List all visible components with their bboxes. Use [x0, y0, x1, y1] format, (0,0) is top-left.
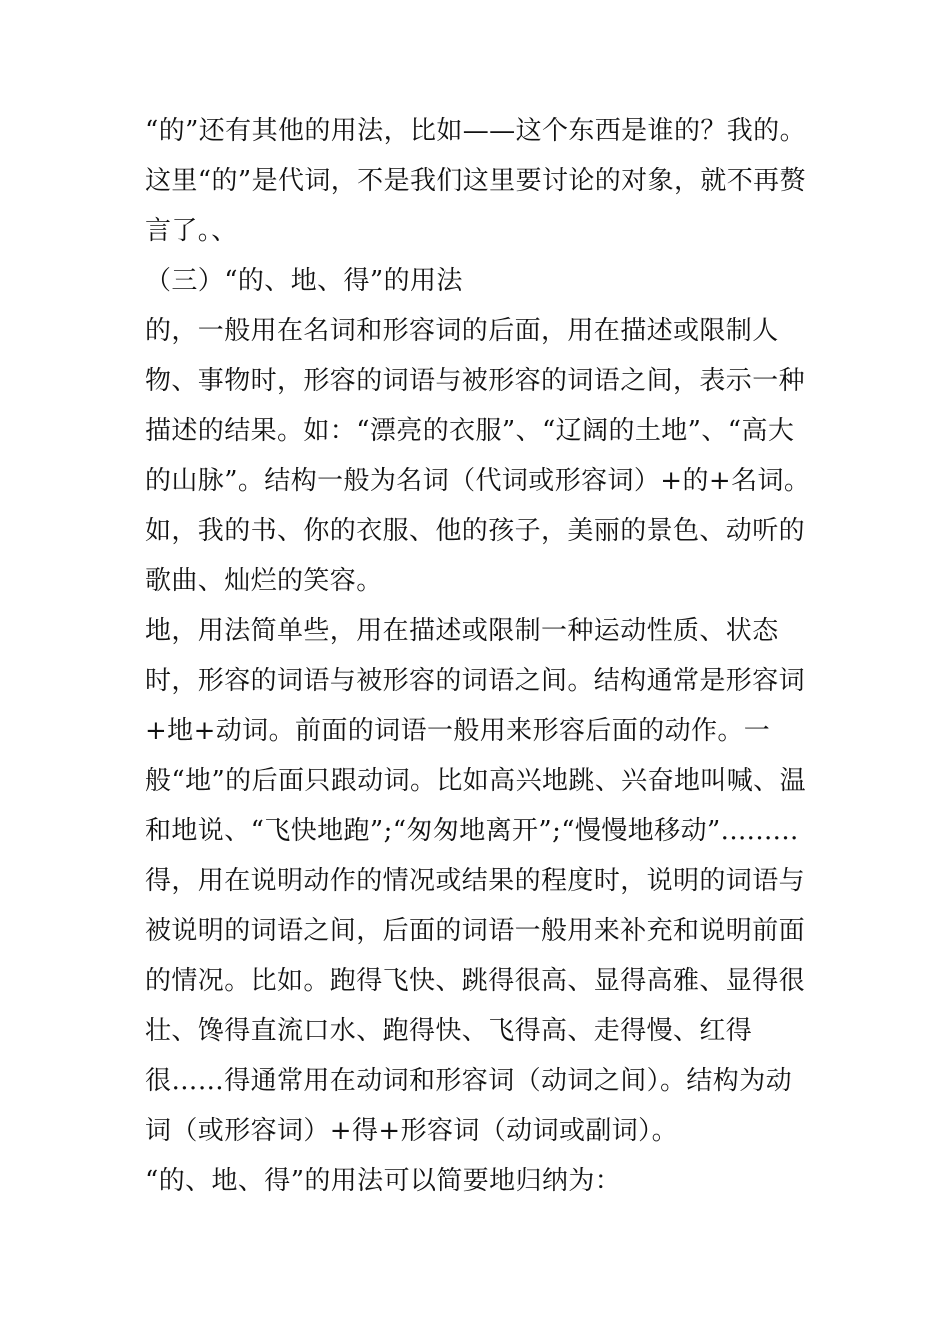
document-body	[145, 106, 815, 1206]
paragraph-dei-usage: 得，用在说明动作的情况或结果的程度时，说明的词语与被说明的词语之间，后面的词语一般用来补充和说明前面的情况。比如。跑得飞快、跳得很高、显得高雅、显得很壮、馋得直流口水、跑得快、飞得高、走得慢、红得很……得通常用在动词和形容词（动词之间）。结构为动词（或形容词）+得+形容词（动词或副词）。	[145, 866, 806, 1146]
paragraph-di-usage: 地，用法简单些，用在描述或限制一种运动性质、状态时，形容的词语与被形容的词语之间。结构通常是形容词+地+动词。前面的词语一般用来形容后面的动作。一般“地”的后面只跟动词。比如高兴地跳、兴奋地叫喊、温和地说、“飞快地跑”;“匆匆地离开”;“慢慢地移动”.........	[145, 616, 806, 846]
paragraph-de-usage: 的，一般用在名词和形容词的后面，用在描述或限制人物、事物时，形容的词语与被形容的词语之间，表示一种描述的结果。如：“漂亮的衣服”、“辽阔的土地”、“高大的山脉”。结构一般为名词（代词或形容词）+的+名词。如，我的书、你的衣服、他的孩子，美丽的景色、动听的歌曲、灿烂的笑容。	[145, 316, 811, 596]
paragraph-summary-intro: “的、地、得”的用法可以简要地归纳为：	[145, 1166, 622, 1196]
section-heading-usage: （三）“的、地、得”的用法	[145, 266, 463, 296]
paragraph-de-other-usage: “的”还有其他的用法，比如——这个东西是谁的？我的。这里“的”是代词，不是我们这里要讨论的对象，就不再赘言了。、	[145, 116, 806, 246]
